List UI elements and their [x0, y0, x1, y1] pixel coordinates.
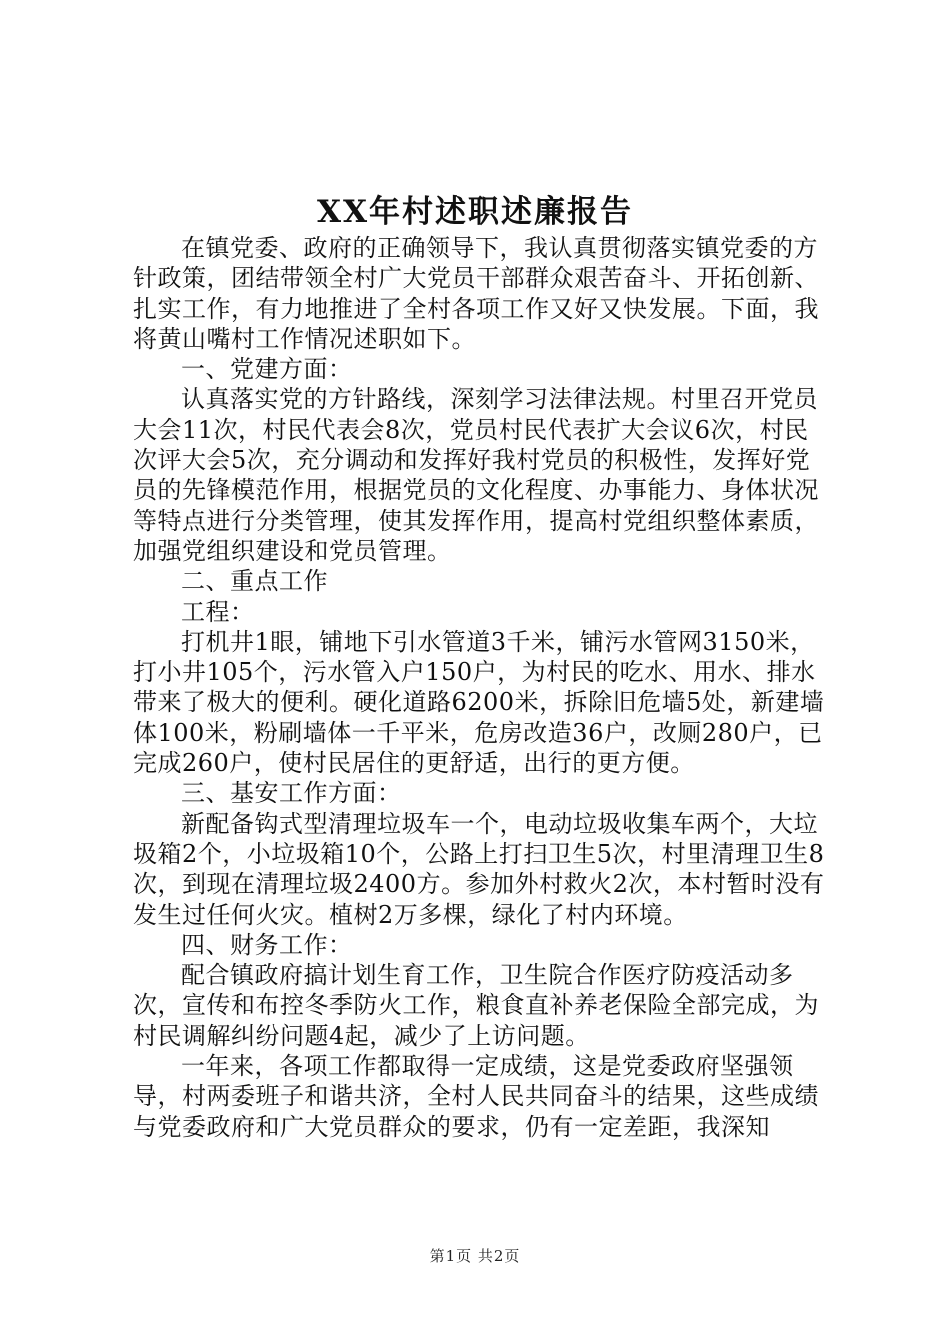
section-heading-party-building: 一、党建方面： — [181, 355, 353, 384]
section-heading-key-work: 二、重点工作 — [181, 567, 328, 596]
subheading-engineering: 工程： — [181, 597, 255, 626]
paragraph-finance: 配合镇政府搞计划生育工作，卫生院合作医疗防疫活动多次，宣传和布控冬季防火工作，粮食直补养老保险全部完成，为村民调解纠纷问题4起，减少了上访问题。 — [133, 961, 819, 1050]
paragraph-summary: 一年来，各项工作都取得一定成绩，这是党委政府坚强领导，村两委班子和谐共济，全村人民共同奋斗的结果，这些成绩与党委政府和广大党员群众的要求，仍有一定差距，我深知 — [133, 1052, 819, 1141]
paragraph-security: 新配备钩式型清理垃圾车一个，电动垃圾收集车两个，大垃圾箱2个，小垃圾箱10个，公路上打扫卫生5次，村里清理卫生8次，到现在清理垃圾2400方。参加外村救火2次，本村暂时没有发生过任何火灾。植树2万多棵，绿化了村内环境。 — [133, 809, 825, 929]
section-heading-finance: 四、财务工作： — [181, 930, 353, 959]
paragraph-engineering: 打机井1眼，铺地下引水管道3千米，铺污水管网3150米，打小井105个，污水管入户150户，为村民的吃水、用水、排水带来了极大的便利。硬化道路6200米，拆除旧危墙5处，新建墙体100米，粉刷墙体一千平米，危房改造36户，改厕280户，已完成260户，使村民居住的更舒适，出行的更方便。 — [133, 627, 825, 778]
section-heading-security: 三、基安工作方面： — [181, 779, 402, 808]
document-title: XX年村述职述廉报告 — [316, 194, 634, 230]
paragraph-party-building: 认真落实党的方针路线，深刻学习法律法规。村里召开党员大会11次，村民代表会8次，党员村民代表扩大会议6次，村民次评大会5次，充分调动和发挥好我村党员的积极性，发挥好党员的先锋模范作用，根据党员的文化程度、办事能力、身体状况等特点进行分类管理，使其发挥作用，提高村党组织整体素质，加强党组织建设和党员管理。 — [133, 385, 819, 565]
document-body — [133, 233, 833, 1142]
page-number: 第1页 共2页 — [429, 1247, 521, 1265]
paragraph-intro: 在镇党委、政府的正确领导下，我认真贯彻落实镇党委的方针政策，团结带领全村广大党员干部群众艰苦奋斗、开拓创新、扎实工作，有力地推进了全村各项工作又好又快发展。下面，我将黄山嘴村工作情况述职如下。 — [133, 234, 819, 353]
